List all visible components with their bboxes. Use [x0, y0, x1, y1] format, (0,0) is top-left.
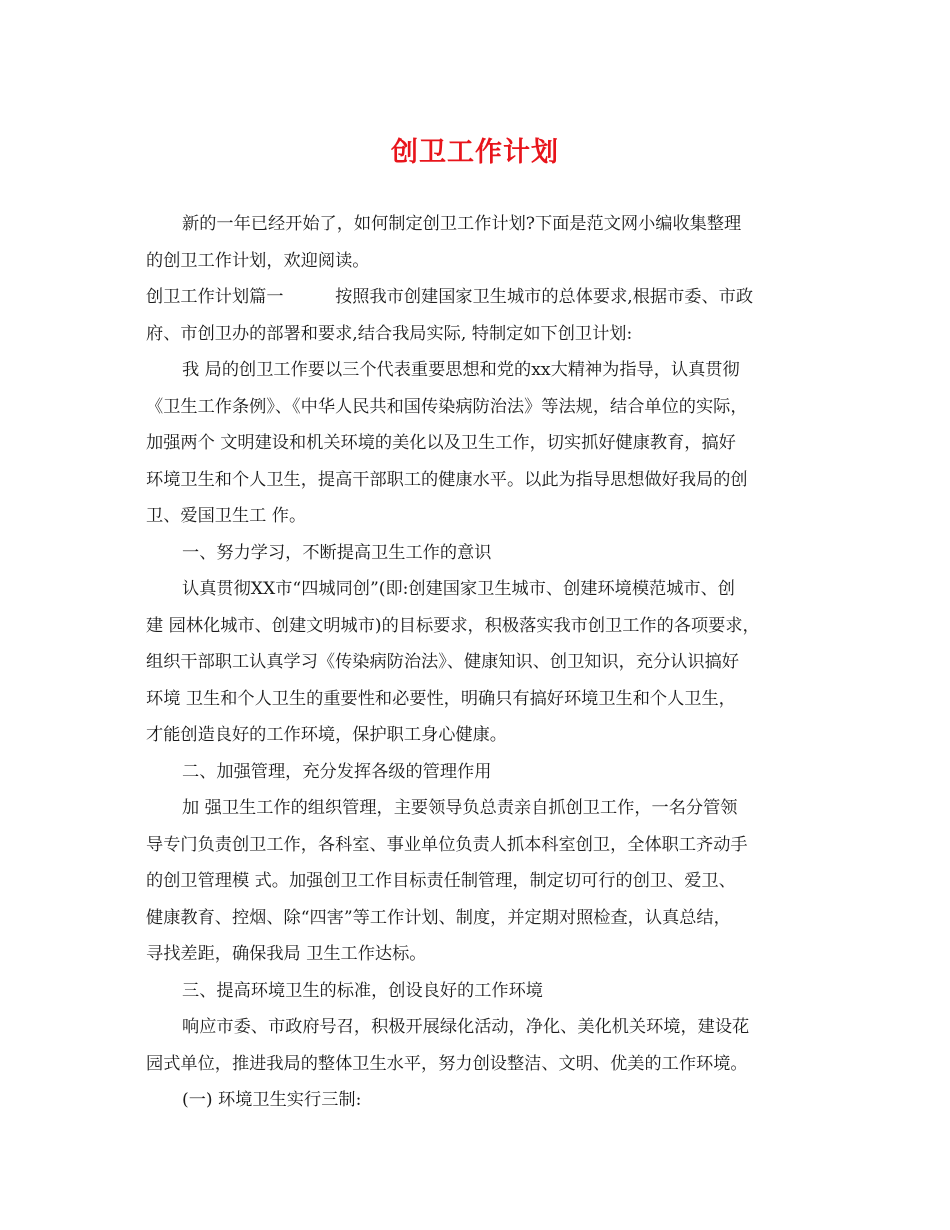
document-body [146, 206, 810, 1119]
text-line: 健康教育、控烟、除“四害”等工作计划、制度，并定期对照检查，认真总结， [146, 907, 731, 928]
text-line: 的创卫工作计划，欢迎阅读。 [146, 250, 370, 271]
text-line: 创卫工作计划篇一 按照我市创建国家卫生城市的总体要求,根据市委、市政 [146, 287, 754, 307]
text-line: 寻找差距，确保我局 卫生工作达标。 [146, 944, 427, 964]
text-line: 环境 卫生和个人卫生的重要性和必要性，明确只有搞好环境卫生和个人卫生， [146, 688, 736, 709]
text-line: 一、努力学习，不断提高卫生工作的意识 [182, 542, 492, 563]
text-line: 组织干部职工认真学习《传染病防治法》、健康知识、创卫知识，充分认识搞好 [146, 652, 739, 672]
text-line: 的创卫管理模 式。加强创卫工作目标责任制管理，制定切可行的创卫、爱卫、 [146, 871, 736, 891]
text-line: 我 局的创卫工作要以三个代表重要思想和党的xx大精神为指导，认真贯彻 [182, 360, 740, 380]
text-line: (一) 环境卫生实行三制: [182, 1090, 362, 1110]
text-line: 卫、爱国卫生工 作。 [146, 506, 307, 526]
text-line: 府、市创卫办的部署和要求,结合我局实际, 特制定如下创卫计划: [146, 323, 633, 344]
text-line: 加强两个 文明建设和机关环境的美化以及卫生工作，切实抓好健康教育，搞好 [146, 433, 736, 453]
text-line: 导专门负责创卫工作，各科室、事业单位负责人抓本科室创卫，全体职工齐动手 [146, 834, 748, 855]
text-line: 二、加强管理，充分发挥各级的管理作用 [182, 761, 492, 782]
text-line: 才能创造良好的工作环境，保护职工身心健康。 [146, 725, 507, 745]
text-line: 三、提高环境卫生的标准，创设良好的工作环境 [182, 980, 543, 1001]
text-line: 认真贯彻XX市“四城同创”(即:创建国家卫生城市、创建环境模范城市、创 [182, 579, 735, 599]
text-line: 新的一年已经开始了，如何制定创卫工作计划?下面是范文网小编收集整理 [182, 214, 742, 234]
text-line: 响应市委、市政府号召，积极开展绿化活动，净化、美化机关环境，建设花 [182, 1017, 750, 1037]
text-line: 《卫生工作条例》、《中华人民共和国传染病防治法》等法规，结合单位的实际， [146, 396, 748, 417]
text-line: 建 园林化城市、创建文明城市)的目标要求，积极落实我市创卫工作的各项要求， [146, 615, 760, 636]
text-line: 环境卫生和个人卫生，提高干部职工的健康水平。以此为指导思想做好我局的创 [146, 469, 748, 490]
text-line: 园式单位，推进我局的整体卫生水平，努力创设整洁、文明、优美的工作环境。 [146, 1053, 748, 1074]
text-line: 加 强卫生工作的组织管理，主要领导负总责亲自抓创卫工作，一名分管领 [182, 798, 738, 818]
document-title: 创卫工作计划 [391, 137, 559, 168]
